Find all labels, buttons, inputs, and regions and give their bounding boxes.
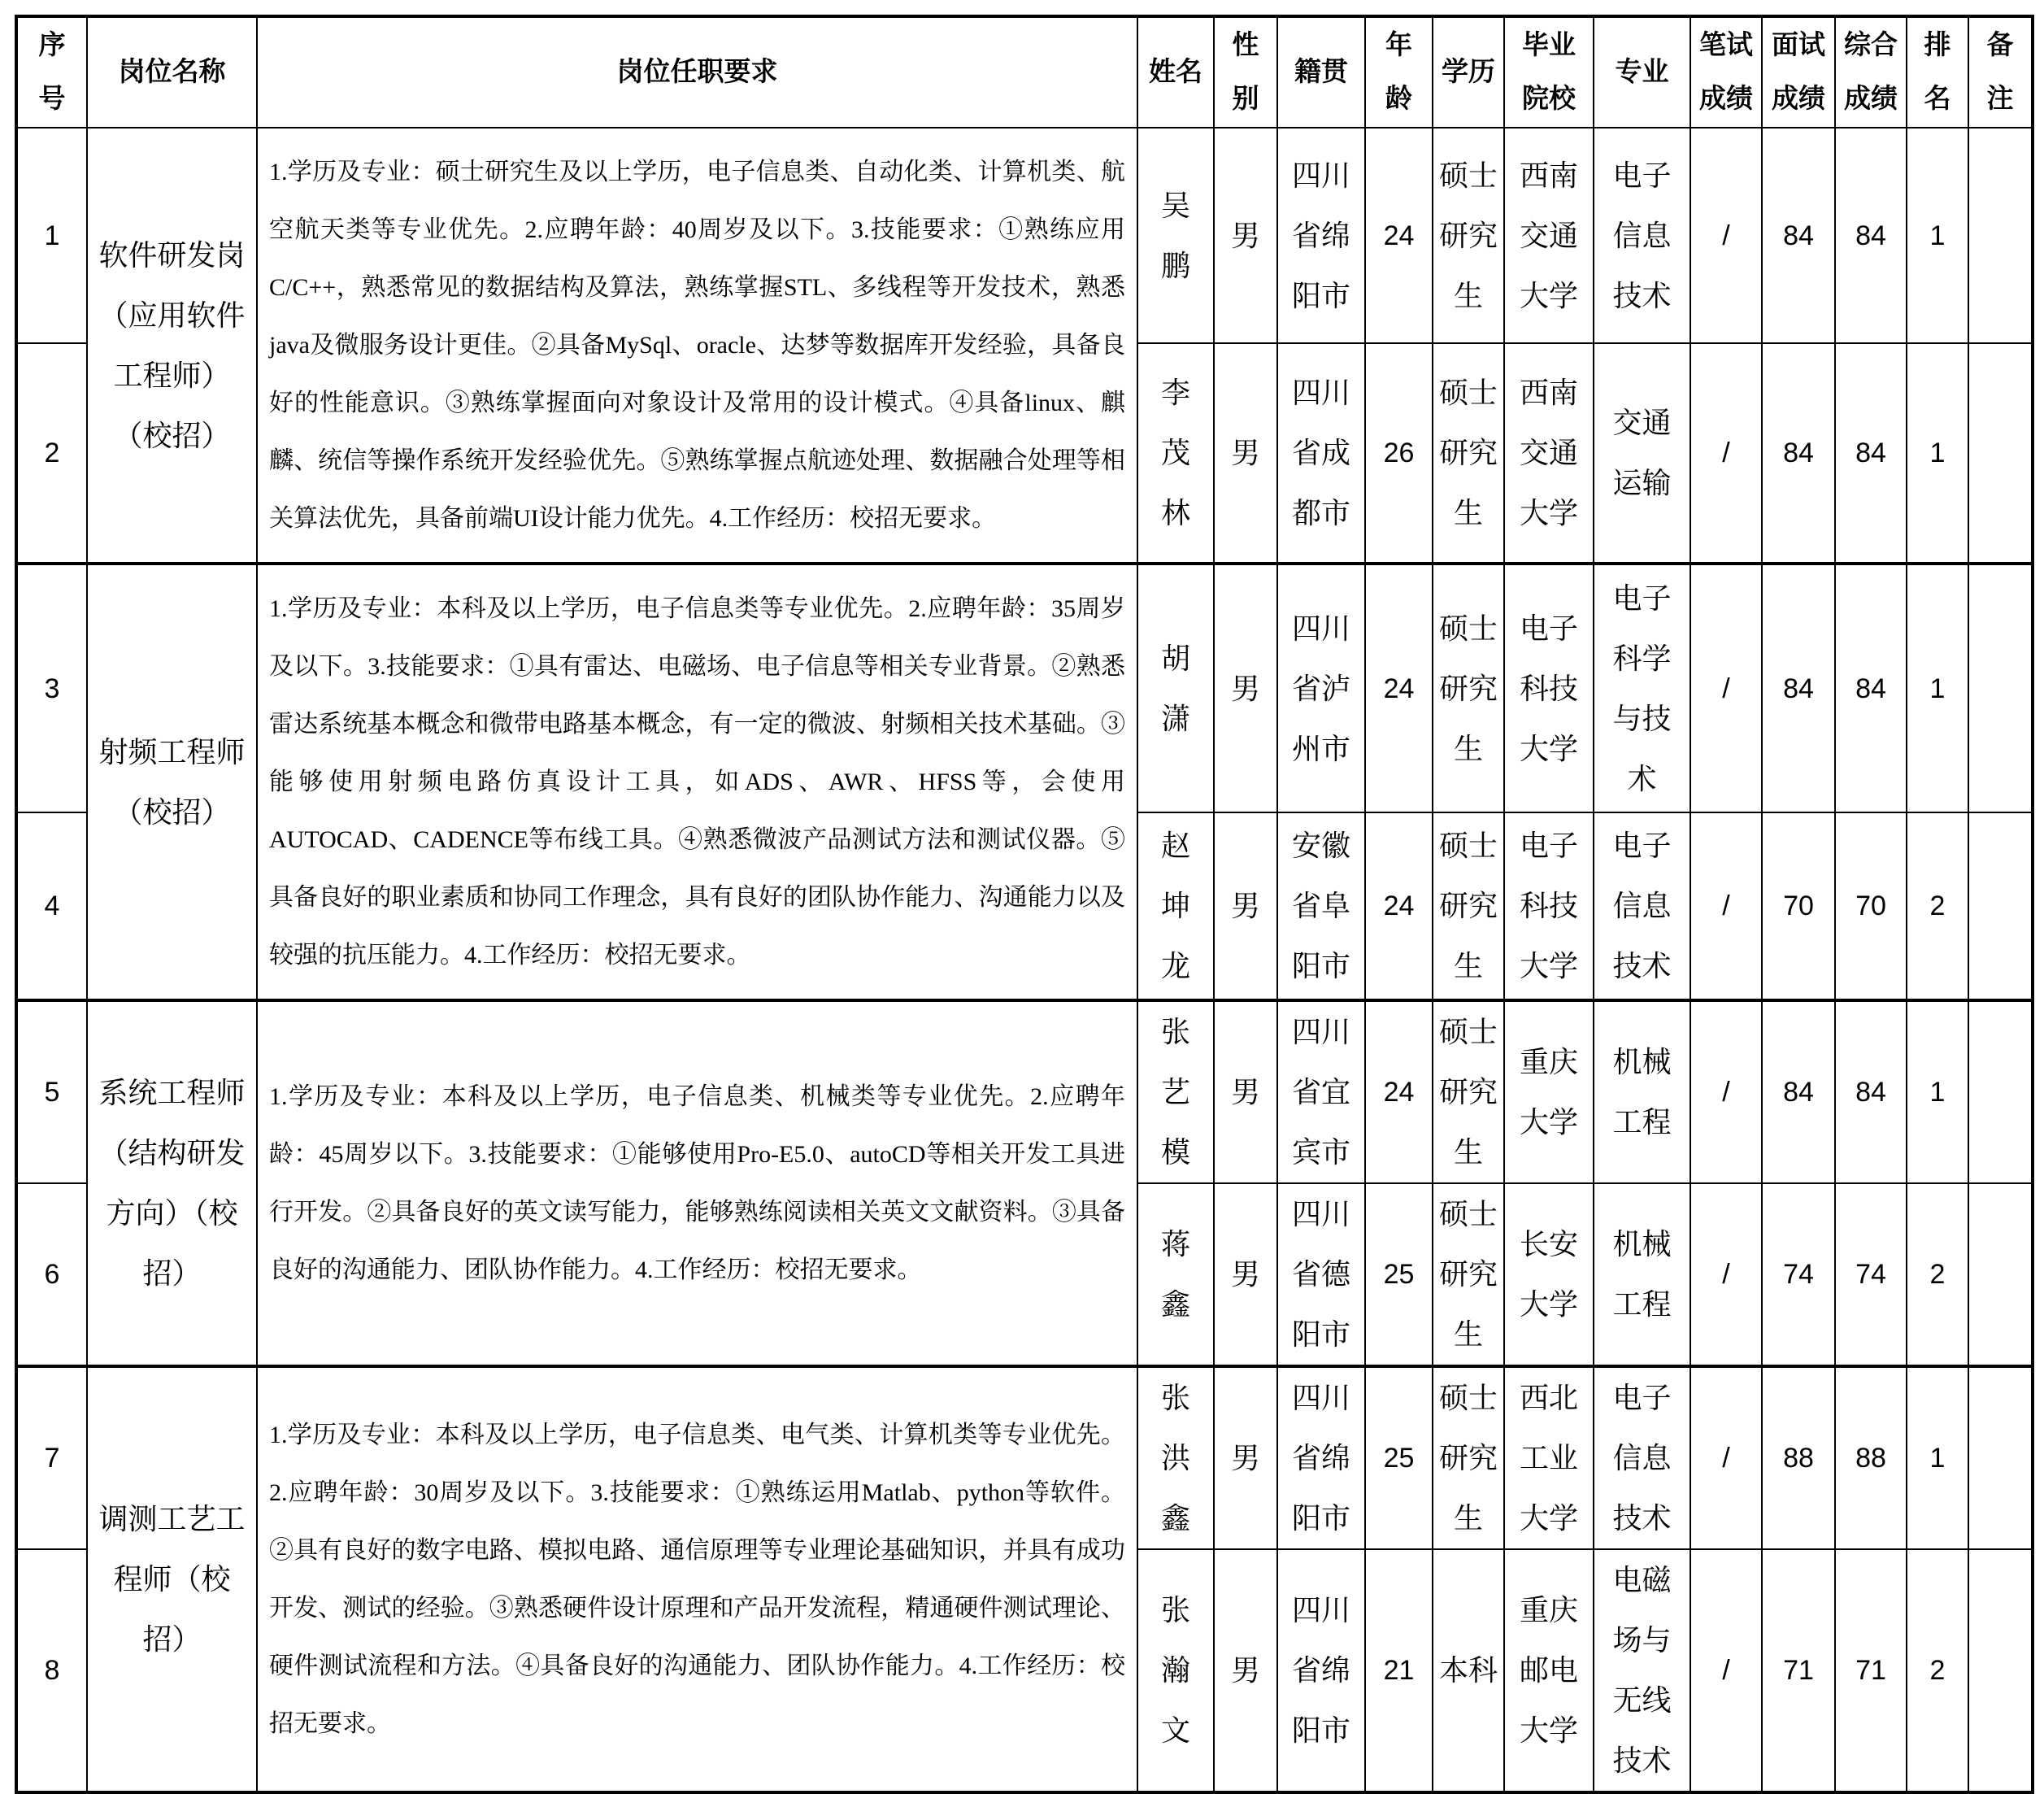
- cell-position: 系统工程师（结构研发方向）（校招）: [87, 1000, 257, 1366]
- cell-overall-score: 84: [1835, 343, 1907, 564]
- header-major: 专业: [1594, 16, 1690, 128]
- cell-interview-score: 71: [1762, 1549, 1835, 1792]
- cell-age: 26: [1365, 343, 1433, 564]
- cell-written-score: /: [1690, 564, 1762, 812]
- cell-written-score: /: [1690, 343, 1762, 564]
- cell-serial: 5: [16, 1000, 87, 1183]
- cell-gender: 男: [1214, 343, 1277, 564]
- cell-age: 24: [1365, 564, 1433, 812]
- header-row: [16, 16, 2033, 128]
- header-interview-score: 面试成绩: [1762, 16, 1835, 128]
- cell-interview-score: 88: [1762, 1366, 1835, 1549]
- cell-gender: 男: [1214, 564, 1277, 812]
- cell-requirements: 1.学历及专业：本科及以上学历，电子信息类、机械类等专业优先。2.应聘年龄：45周岁以下。3.技能要求：①能够使用Pro-E5.0、autoCD等相关开发工具进行开发。②具备良好的英文读写能力，能够熟练阅读相关英文文献资料。③具备良好的沟通能力、团队协作能力。4.工作经历：校招无要求。: [257, 1000, 1137, 1366]
- cell-native-place: 四川省绵阳市: [1277, 1549, 1365, 1792]
- cell-interview-score: 84: [1762, 128, 1835, 343]
- cell-gender: 男: [1214, 1183, 1277, 1366]
- cell-major: 电子科学与技术: [1594, 564, 1690, 812]
- cell-education: 硕士研究生: [1433, 1183, 1504, 1366]
- cell-remark: [1968, 564, 2033, 812]
- cell-major: 机械工程: [1594, 1000, 1690, 1183]
- cell-age: 24: [1365, 128, 1433, 343]
- cell-native-place: 四川省绵阳市: [1277, 128, 1365, 343]
- cell-interview-score: 84: [1762, 1000, 1835, 1183]
- cell-rank: 2: [1907, 812, 1968, 1000]
- table-row: [16, 564, 2033, 812]
- cell-name: 蒋鑫: [1137, 1183, 1214, 1366]
- cell-remark: [1968, 343, 2033, 564]
- cell-native-place: 安徽省阜阳市: [1277, 812, 1365, 1000]
- table-row: [16, 1000, 2033, 1183]
- cell-education: 硕士研究生: [1433, 812, 1504, 1000]
- cell-education: 硕士研究生: [1433, 1366, 1504, 1549]
- header-rank: 排名: [1907, 16, 1968, 128]
- cell-major: 电子信息技术: [1594, 128, 1690, 343]
- cell-gender: 男: [1214, 128, 1277, 343]
- header-name: 姓名: [1137, 16, 1214, 128]
- cell-written-score: /: [1690, 1183, 1762, 1366]
- cell-name: 张洪鑫: [1137, 1366, 1214, 1549]
- cell-remark: [1968, 1000, 2033, 1183]
- cell-overall-score: 88: [1835, 1366, 1907, 1549]
- cell-school: 西南交通大学: [1504, 343, 1594, 564]
- table-row: [16, 1366, 2033, 1549]
- header-requirements: 岗位任职要求: [257, 16, 1137, 128]
- cell-interview-score: 84: [1762, 343, 1835, 564]
- cell-serial: 7: [16, 1366, 87, 1549]
- cell-name: 张艺模: [1137, 1000, 1214, 1183]
- cell-school: 重庆大学: [1504, 1000, 1594, 1183]
- header-gender: 性别: [1214, 16, 1277, 128]
- header-overall-score: 综合成绩: [1835, 16, 1907, 128]
- cell-education: 硕士研究生: [1433, 564, 1504, 812]
- header-serial: 序号: [16, 16, 87, 128]
- cell-remark: [1968, 128, 2033, 343]
- cell-position: 调测工艺工程师（校招）: [87, 1366, 257, 1792]
- cell-remark: [1968, 1183, 2033, 1366]
- cell-education: 本科: [1433, 1549, 1504, 1792]
- cell-rank: 1: [1907, 128, 1968, 343]
- cell-rank: 2: [1907, 1183, 1968, 1366]
- cell-age: 24: [1365, 1000, 1433, 1183]
- cell-rank: 1: [1907, 343, 1968, 564]
- cell-rank: 1: [1907, 1366, 1968, 1549]
- header-education: 学历: [1433, 16, 1504, 128]
- cell-remark: [1968, 1549, 2033, 1792]
- cell-name: 李茂林: [1137, 343, 1214, 564]
- cell-major: 电磁场与无线技术: [1594, 1549, 1690, 1792]
- cell-major: 交通运输: [1594, 343, 1690, 564]
- cell-interview-score: 70: [1762, 812, 1835, 1000]
- cell-position: 软件研发岗（应用软件工程师）（校招）: [87, 128, 257, 564]
- cell-remark: [1968, 1366, 2033, 1549]
- cell-overall-score: 84: [1835, 128, 1907, 343]
- cell-native-place: 四川省泸州市: [1277, 564, 1365, 812]
- cell-gender: 男: [1214, 812, 1277, 1000]
- cell-school: 西北工业大学: [1504, 1366, 1594, 1549]
- cell-requirements: 1.学历及专业：本科及以上学历，电子信息类、电气类、计算机类等专业优先。2.应聘年龄：30周岁及以下。3.技能要求：①熟练运用Matlab、python等软件。②具有良好的数字电路、模拟电路、通信原理等专业理论基础知识，并具有成功开发、测试的经验。③熟悉硬件设计原理和产品开发流程，精通硬件测试理论、硬件测试流程和方法。④具备良好的沟通能力、团队协作能力。4.工作经历：校招无要求。: [257, 1366, 1137, 1792]
- cell-written-score: /: [1690, 812, 1762, 1000]
- cell-name: 吴鹏: [1137, 128, 1214, 343]
- cell-education: 硕士研究生: [1433, 343, 1504, 564]
- cell-position: 射频工程师（校招）: [87, 564, 257, 1000]
- cell-native-place: 四川省绵阳市: [1277, 1366, 1365, 1549]
- cell-serial: 8: [16, 1549, 87, 1792]
- cell-rank: 1: [1907, 564, 1968, 812]
- cell-serial: 3: [16, 564, 87, 812]
- cell-serial: 2: [16, 343, 87, 564]
- header-school: 毕业院校: [1504, 16, 1594, 128]
- cell-school: 重庆邮电大学: [1504, 1549, 1594, 1792]
- cell-overall-score: 74: [1835, 1183, 1907, 1366]
- recruitment-results-table: [15, 15, 2034, 1794]
- cell-major: 机械工程: [1594, 1183, 1690, 1366]
- cell-major: 电子信息技术: [1594, 1366, 1690, 1549]
- header-native-place: 籍贯: [1277, 16, 1365, 128]
- cell-age: 25: [1365, 1366, 1433, 1549]
- cell-school: 长安大学: [1504, 1183, 1594, 1366]
- cell-interview-score: 74: [1762, 1183, 1835, 1366]
- cell-age: 21: [1365, 1549, 1433, 1792]
- cell-written-score: /: [1690, 1549, 1762, 1792]
- cell-education: 硕士研究生: [1433, 128, 1504, 343]
- cell-serial: 1: [16, 128, 87, 343]
- header-age: 年龄: [1365, 16, 1433, 128]
- cell-gender: 男: [1214, 1000, 1277, 1183]
- cell-overall-score: 84: [1835, 1000, 1907, 1183]
- cell-requirements: 1.学历及专业：本科及以上学历，电子信息类等专业优先。2.应聘年龄：35周岁及以下。3.技能要求：①具有雷达、电磁场、电子信息等相关专业背景。②熟悉雷达系统基本概念和微带电路基本概念，有一定的微波、射频相关技术基础。③能够使用射频电路仿真设计工具，如ADS、AWR、HFSS等，会使用AUTOCAD、CADENCE等布线工具。④熟悉微波产品测试方法和测试仪器。⑤具备良好的职业素质和协同工作理念，具有良好的团队协作能力、沟通能力以及较强的抗压能力。4.工作经历：校招无要求。: [257, 564, 1137, 1000]
- cell-name: 张瀚文: [1137, 1549, 1214, 1792]
- cell-interview-score: 84: [1762, 564, 1835, 812]
- cell-serial: 4: [16, 812, 87, 1000]
- cell-requirements: 1.学历及专业：硕士研究生及以上学历，电子信息类、自动化类、计算机类、航空航天类等专业优先。2.应聘年龄：40周岁及以下。3.技能要求：①熟练应用C/C++，熟悉常见的数据结构及算法，熟练掌握STL、多线程等开发技术，熟悉java及微服务设计更佳。②具备MySql、oracle、达梦等数据库开发经验，具备良好的性能意识。③熟练掌握面向对象设计及常用的设计模式。④具备linux、麒麟、统信等操作系统开发经验优先。⑤熟练掌握点航迹处理、数据融合处理等相关算法优先，具备前端UI设计能力优先。4.工作经历：校招无要求。: [257, 128, 1137, 564]
- cell-name: 赵坤龙: [1137, 812, 1214, 1000]
- cell-native-place: 四川省德阳市: [1277, 1183, 1365, 1366]
- cell-remark: [1968, 812, 2033, 1000]
- cell-age: 24: [1365, 812, 1433, 1000]
- cell-gender: 男: [1214, 1549, 1277, 1792]
- cell-gender: 男: [1214, 1366, 1277, 1549]
- cell-rank: 1: [1907, 1000, 1968, 1183]
- cell-name: 胡潇: [1137, 564, 1214, 812]
- cell-age: 25: [1365, 1183, 1433, 1366]
- cell-school: 西南交通大学: [1504, 128, 1594, 343]
- cell-school: 电子科技大学: [1504, 812, 1594, 1000]
- cell-overall-score: 71: [1835, 1549, 1907, 1792]
- cell-written-score: /: [1690, 1000, 1762, 1183]
- cell-written-score: /: [1690, 128, 1762, 343]
- cell-education: 硕士研究生: [1433, 1000, 1504, 1183]
- cell-school: 电子科技大学: [1504, 564, 1594, 812]
- cell-overall-score: 84: [1835, 564, 1907, 812]
- cell-native-place: 四川省成都市: [1277, 343, 1365, 564]
- cell-written-score: /: [1690, 1366, 1762, 1549]
- header-written-score: 笔试成绩: [1690, 16, 1762, 128]
- header-position: 岗位名称: [87, 16, 257, 128]
- cell-major: 电子信息技术: [1594, 812, 1690, 1000]
- table-row: [16, 128, 2033, 343]
- cell-overall-score: 70: [1835, 812, 1907, 1000]
- cell-native-place: 四川省宜宾市: [1277, 1000, 1365, 1183]
- cell-rank: 2: [1907, 1549, 1968, 1792]
- cell-serial: 6: [16, 1183, 87, 1366]
- header-remark: 备注: [1968, 16, 2033, 128]
